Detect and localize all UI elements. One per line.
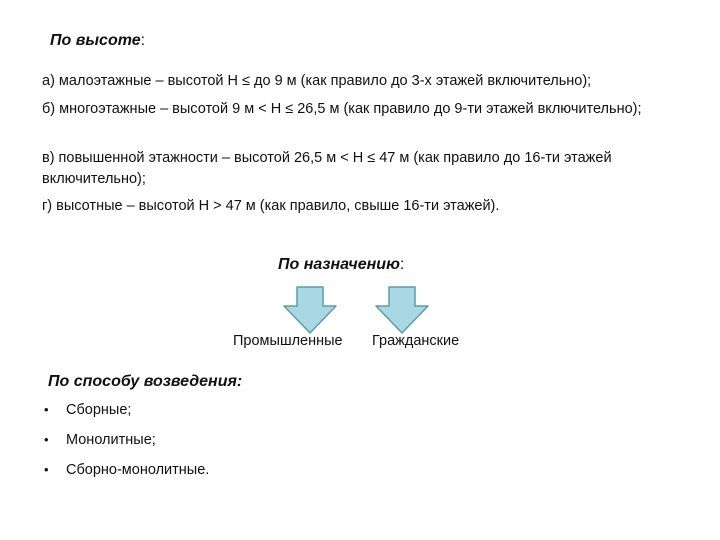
purpose-heading-colon: :: [399, 256, 405, 273]
list-item: [42, 458, 209, 488]
arrow-shape-industrial: [284, 287, 336, 333]
purpose-heading: [278, 256, 404, 274]
height-heading: [50, 32, 145, 50]
height-item-b: б) многоэтажные – высотой 9 м < H ≤ 26,5 м (как правило до 9-ти этажей включительно);: [42, 101, 642, 117]
construction-item-monolithic: Монолитные;: [66, 432, 156, 448]
purpose-heading-text: По назначению: [278, 256, 400, 273]
height-heading-text: По высоте: [50, 32, 141, 49]
height-item-d: г) высотные – высотой H > 47 м (как правило, свыше 16-ти этажей).: [42, 198, 500, 214]
arrow-down-industrial-icon: [283, 286, 337, 334]
height-item-c: в) повышенной этажности – высотой 26,5 м < H ≤ 47 м (как правило до 16-ти этажей включительно);: [42, 150, 612, 187]
bullet-icon: •: [44, 462, 49, 477]
list-item: [42, 398, 209, 428]
construction-heading: По способу возведения:: [48, 373, 243, 390]
construction-list: [42, 398, 209, 488]
purpose-branch-industrial: Промышленные: [233, 333, 343, 349]
bullet-icon: •: [44, 402, 49, 417]
arrow-shape-civil: [376, 287, 428, 333]
arrow-down-civil-icon: [375, 286, 429, 334]
height-item-a: а) малоэтажные – высотой H ≤ до 9 м (как правило до 3-х этажей включительно);: [42, 73, 592, 89]
purpose-branch-civil: Гражданские: [372, 333, 460, 349]
list-item: [42, 428, 209, 458]
height-heading-colon: :: [140, 32, 146, 49]
construction-item-prefab: Сборные;: [66, 402, 132, 418]
bullet-icon: •: [44, 432, 49, 447]
construction-item-combined: Сборно-монолитные.: [66, 462, 210, 478]
